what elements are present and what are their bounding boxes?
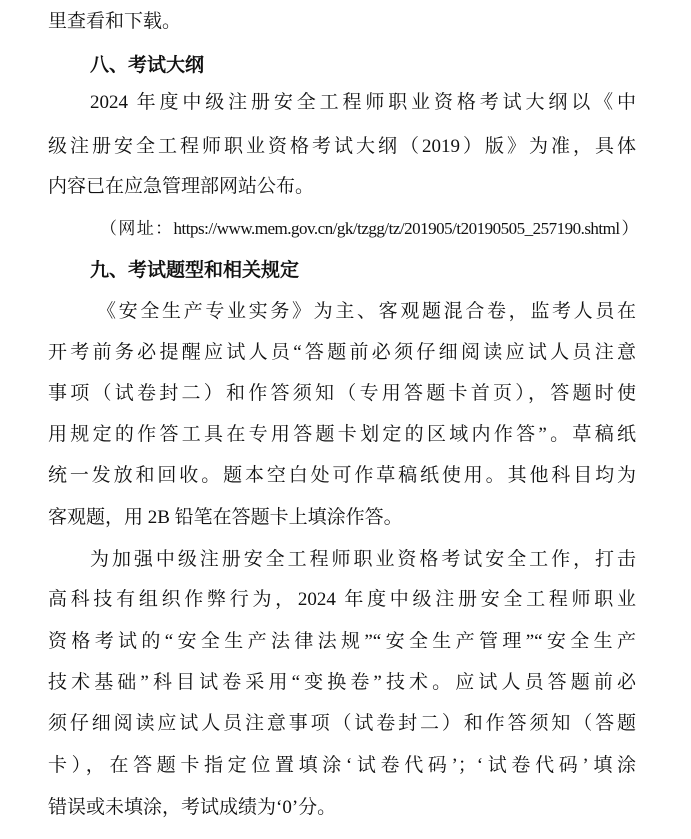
paragraph-line: 统一发放和回收。题本空白处可作草稿纸使用。其他科目均为 <box>48 465 636 486</box>
paragraph-line: 里查看和下载。 <box>48 11 182 32</box>
paragraph-line: 级注册安全工程师职业资格考试大纲（2019）版》为准，具体 <box>48 136 636 157</box>
paragraph-line: 2024 年度中级注册安全工程师职业资格考试大纲以《中 <box>90 92 636 113</box>
paragraph-line: 开考前务必提醒应试人员“答题前必须仔细阅读应试人员注意 <box>48 342 636 363</box>
paragraph-line: 事项（试卷封二）和作答须知（专用答题卡首页），答题时使 <box>48 383 636 404</box>
paragraph-line: 高科技有组织作弊行为，2024 年度中级注册安全工程师职业 <box>48 589 636 610</box>
section-heading-exam-format: 九、考试题型和相关规定 <box>90 259 300 281</box>
paragraph-line: 卡），在答题卡指定位置填涂‘试卷代码’；‘试卷代码’填涂 <box>48 755 636 776</box>
paragraph-line: 《安全生产专业实务》为主、客观题混合卷，监考人员在 <box>97 301 636 322</box>
syllabus-url-link[interactable]: （网址：https://www.mem.gov.cn/gk/tzgg/tz/201905/t20190505_257190.shtml） <box>100 219 638 238</box>
paragraph-line: 资格考试的“安全生产法律法规”“安全生产管理”“安全生产 <box>48 631 636 652</box>
paragraph-line: 须仔细阅读应试人员注意事项（试卷封二）和作答须知（答题 <box>48 713 636 734</box>
paragraph-line: 为加强中级注册安全工程师职业资格考试安全工作，打击 <box>90 549 636 570</box>
paragraph-line: 错误或未填涂，考试成绩为‘0’分。 <box>48 797 337 818</box>
paragraph-line: 内容已在应急管理部网站公布。 <box>48 176 315 197</box>
paragraph-line: 客观题，用 2B 铅笔在答题卡上填涂作答。 <box>48 507 403 528</box>
paragraph-line: 技术基础”科目试卷采用“变换卷”技术。应试人员答题前必 <box>48 672 636 693</box>
paragraph-line: 用规定的作答工具在专用答题卡划定的区域内作答”。草稿纸 <box>48 424 636 445</box>
section-heading-syllabus: 八、考试大纲 <box>90 54 205 76</box>
